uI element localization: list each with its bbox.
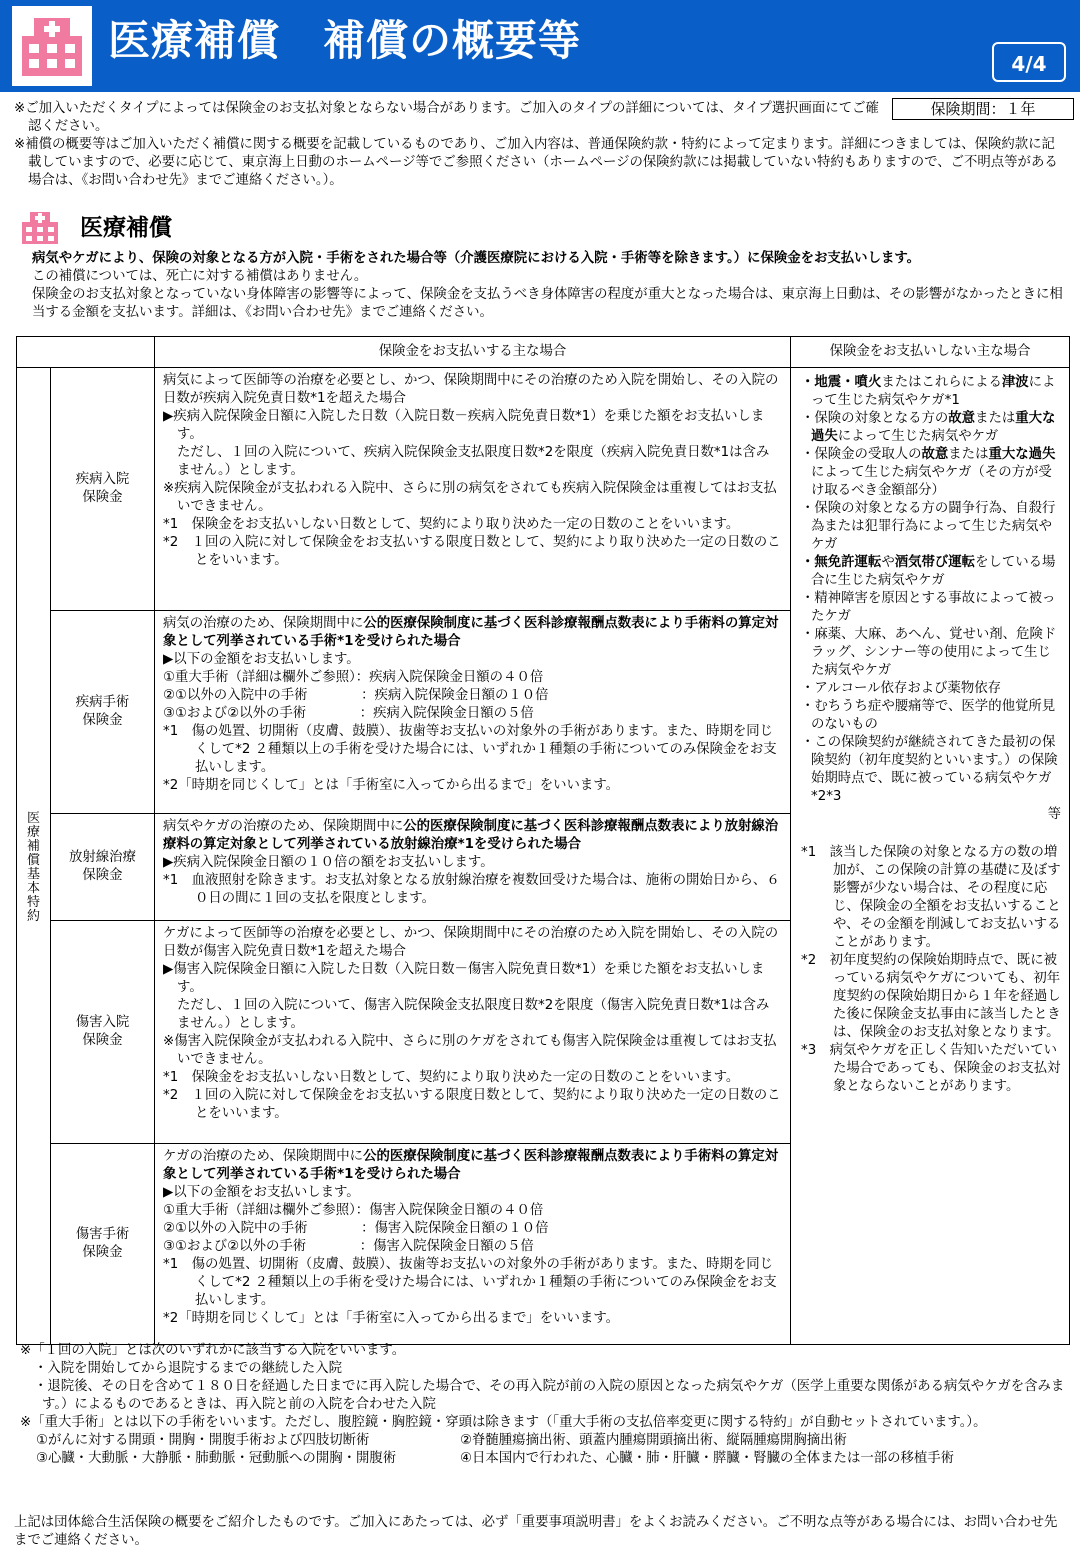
exclusion-bold-text: 津波 <box>1001 375 1029 390</box>
exclusion-text: ・アルコール依存および薬物依存 <box>801 681 1002 696</box>
desc-text: *1 傷の処置、切開術（皮膚、鼓膜）、抜歯等お支払いの対象外の手術があります。また、時期を同じくして*2 ２種類以上の手術を受けた場合には、いずれか１種類の手術についてのみ保険金をお支払いします。 <box>163 724 777 775</box>
row-name-line: 保険金 <box>82 1033 123 1048</box>
surgery-item: ②脊髄腫瘍摘出術、頭蓋内腫瘍開頭摘出術、縦隔腫瘍開胸摘出術 <box>460 1433 847 1448</box>
group-label: 医療補償基本特約 <box>26 811 40 924</box>
exclusion-text: によって生じた病気やケガ <box>837 429 999 444</box>
desc-text: *1 血液照射を除きます。お支払対象となる放射線治療を複数回受けた場合は、施術の開始日から、６０日の間に１回の支払を限度とします。 <box>163 873 780 906</box>
desc-line <box>163 1148 782 1184</box>
desc-line <box>163 1220 782 1238</box>
desc-text: *1 傷の処置、切開術（皮膚、鼓膜）、抜歯等お支払いの対象外の手術があります。また、時期を同じくして*2 ２種類以上の手術を受けた場合には、いずれか１種類の手術についてのみ保険金をお支払いします。 <box>163 1257 777 1308</box>
exclusion-bold-text: 故意 <box>948 411 976 426</box>
footer-note: 上記は団体総合生活保険の概要をご紹介したものです。ご加入にあたっては、必ず「重要事項説明書」をよくお読みください。ご不明な点等がある場合には、お問い合わせ先までご連絡ください。 <box>14 1515 1058 1548</box>
exclusion-text: や <box>881 555 895 570</box>
hospital-icon <box>12 6 92 86</box>
surgery-item: ①がんに対する開頭・開胸・開腹手術および四肢切断術 <box>36 1433 370 1448</box>
desc-line <box>163 872 782 908</box>
exclusion-item <box>801 590 1061 626</box>
desc-text: ▶疾病入院保険金日額に入院した日数（入院日数－疾病入院免責日数*1）を乗じた額をお支払いします。 <box>163 409 765 442</box>
desc-text: *2「時期を同じくして」とは「手術室に入ってから出るまで」をいいます。 <box>163 1311 620 1326</box>
row-desc <box>155 368 791 611</box>
top-notes <box>14 100 1064 190</box>
exclusion-item <box>801 698 1061 734</box>
group-label-cell <box>17 368 51 1345</box>
exclusion-text: によって生じた病気やケガ*1 <box>811 375 1056 408</box>
desc-text: ただし、１回の入院について、傷害入院保険金支払限度日数*2を限度（傷害入院免責日数*1は含みません。）とします。 <box>177 998 770 1031</box>
coverage-table <box>16 336 1070 1345</box>
desc-line <box>163 1184 782 1202</box>
desc-line <box>163 408 782 444</box>
col-header-pay: 保険金をお支払いする主な場合 <box>155 337 791 368</box>
desc-line <box>163 669 782 687</box>
row-name-line: 傷害手術 <box>75 1227 130 1242</box>
exclusion-text: ・精神障害を原因とする事故によって被ったケガ <box>801 591 1056 624</box>
desc-text: ※傷害入院保険金が支払われる入院中、さらに別のケガをされても傷害入院保険金は重複してはお支払いできません。 <box>163 1034 777 1067</box>
surgery-item: ③心臓・大動脈・大静脈・肺動脈・冠動脈への開胸・開腹術 <box>36 1451 397 1466</box>
desc-line <box>163 854 782 872</box>
desc-line <box>163 651 782 669</box>
row-name-illness-hospitalization <box>51 368 155 611</box>
desc-text: ▶以下の金額をお支払いします。 <box>163 652 360 667</box>
note-item: ※補償の概要等はご加入いただく補償に関する概要を記載しているものであり、ご加入内容は、普通保険約款・特約によって定まります。詳細につきましては、保険約款に記載していますので、必要に応じて、東京海上日動のホームページ等でご参照ください（ホームページの保険約款には掲載していない特約もありますので、ご不明点等がある場合は、《お問い合わせ先》までご連絡ください。）。 <box>14 137 1058 188</box>
exclusion-item <box>801 734 1061 806</box>
desc-line <box>163 777 782 795</box>
desc-line <box>163 723 782 777</box>
desc-line <box>163 1033 782 1069</box>
row-name-line: 疾病手術 <box>75 695 130 710</box>
exclusion-bold-text: 重大な過失 <box>988 447 1056 462</box>
desc-line <box>163 534 782 570</box>
desc-line <box>163 1087 782 1123</box>
exclusion-footnote: *1 該当した保険の対象となる方の数の増加が、この保険の計算の基礎に及ぼす影響が少ない場合は、その程度に応じ、保険金の全額をお支払いすることや、その金額を削減してお支払いすることがあります。 <box>801 845 1061 950</box>
desc-line <box>163 687 782 705</box>
surgery-list <box>20 1450 1070 1468</box>
exclusion-item <box>801 500 1061 554</box>
exclusion-item <box>801 374 1061 410</box>
desc-line <box>163 1202 782 1220</box>
desc-text: *2「時期を同じくして」とは「手術室に入ってから出るまで」をいいます。 <box>163 778 620 793</box>
exclusion-text: または <box>948 447 989 462</box>
desc-text: ※疾病入院保険金が支払われる入院中、さらに別の病気をされても疾病入院保険金は重複してはお支払いできません。 <box>163 481 777 514</box>
row-name-illness-surgery <box>51 611 155 814</box>
desc-text: ケガによって医師等の治療を必要とし、かつ、保険期間中にその治療のため入院を開始し、その入院の日数が傷害入院免責日数*1を超えた場合 <box>163 926 779 959</box>
row-name-line: 保険金 <box>82 490 123 505</box>
section-intro <box>32 250 1072 322</box>
exclusion-footnote: *3 病気やケガを正しく告知いただいていた場合であっても、保険金のお支払対象とならないことがあります。 <box>801 1043 1061 1094</box>
page-header <box>0 0 1080 92</box>
desc-line <box>163 1310 782 1328</box>
note-item: ※ご加入いただくタイプによっては保険金のお支払対象とならない場合があります。ご加入のタイプの詳細については、タイプ選択画面にてご確認ください。 <box>14 101 879 134</box>
desc-line <box>163 1069 782 1087</box>
desc-text: ③①および②以外の手術 ：疾病入院保険金日額の５倍 <box>163 706 534 721</box>
exclusion-text: または <box>975 411 1016 426</box>
exclusion-bold-text: 酒気帯び運転 <box>894 555 976 570</box>
desc-line <box>163 818 782 854</box>
row-name-radiation <box>51 814 155 921</box>
section-line: 保険金のお支払対象となっていない身体障害の影響等によって、保険金を支払うべき身体障害の程度が重大となった場合は、東京海上日動は、その影響がなかったときに相当する金額を支払います。詳細は、《お問い合わせ先》までご連絡ください。 <box>32 287 1063 320</box>
page-title: 医療補償 補償の概要等 <box>108 16 582 65</box>
section-lead: 病気やケガにより、保険の対象となる方が入院・手術をされた場合等（介護医療院における入院・手術等を除きます。）に保険金をお支払いします。 <box>32 251 921 266</box>
row-name-line: 保険金 <box>82 713 123 728</box>
desc-text: ②①以外の入院中の手術 ：傷害入院保険金日額の１０倍 <box>163 1221 549 1236</box>
desc-line <box>163 516 782 534</box>
exclusion-text: をしている場合に生じた病気やケガ <box>811 555 1056 588</box>
bottom-notes <box>20 1342 1070 1468</box>
row-desc <box>155 814 791 921</box>
note-one-hospitalization: ※「１回の入院」とは次のいずれかに該当する入院をいいます。 <box>20 1343 406 1358</box>
table-header-blank <box>17 337 155 368</box>
exclusion-text: ・この保険契約が継続されてきた最初の保険契約（初年度契約といいます。）の保険始期時点で、既に被っている病気やケガ*2*3 <box>801 735 1058 804</box>
desc-text: ②①以外の入院中の手術 ：疾病入院保険金日額の１０倍 <box>163 688 549 703</box>
desc-line <box>163 1238 782 1256</box>
desc-text: 病気によって医師等の治療を必要とし、かつ、保険期間中にその治療のため入院を開始し、その入院の日数が疾病入院免責日数*1を超えた場合 <box>163 373 779 406</box>
desc-text: ①重大手術（詳細は欄外ご参照）：疾病入院保険金日額の４０倍 <box>163 670 544 685</box>
desc-line <box>163 480 782 516</box>
desc-text: ただし、１回の入院について、疾病入院保険金支払限度日数*2を限度（疾病入院免責日数*1は含みません。）とします。 <box>177 445 770 478</box>
desc-text: ▶疾病入院保険金日額の１０倍の額をお支払いします。 <box>163 855 494 870</box>
exclusion-text: ・保険金の受取人の <box>801 447 922 462</box>
exclusion-item <box>801 626 1061 680</box>
exclusion-bold-text: 重大な過失 <box>811 411 1056 444</box>
desc-bold-text: 公的医療保険制度に基づく医科診療報酬点数表により手術料の算定対象として列挙されている手術*1を受けられた場合 <box>163 616 779 649</box>
exclusion-text: またはこれらによる <box>881 375 1002 390</box>
note-major-surgery: ※「重大手術」とは以下の手術をいいます。ただし、腹腔鏡・胸腔鏡・穿頭は除きます（「重大手術の支払倍率変更に関する特約」が自動セットされています。）。 <box>20 1415 987 1430</box>
surgery-item: ④日本国内で行われた、心臓・肺・肝臓・膵臓・腎臓の全体または一部の移植手術 <box>460 1451 955 1466</box>
desc-text: ケガの治療のため、保険期間中に <box>163 1149 364 1164</box>
exclusion-bold-text: ・無免許運転 <box>801 555 882 570</box>
desc-text: ③①および②以外の手術 ：傷害入院保険金日額の５倍 <box>163 1239 534 1254</box>
desc-line <box>163 705 782 723</box>
surgery-list <box>20 1432 1070 1450</box>
exclusion-item <box>801 554 1061 590</box>
section-line: この補償については、死亡に対する補償はありません。 <box>32 269 368 284</box>
row-name-line: 保険金 <box>82 1245 123 1260</box>
row-name-line: 疾病入院 <box>75 472 130 487</box>
exclusion-item <box>801 446 1061 500</box>
desc-text: *1 保険金をお支払いしない日数として、契約により取り決めた一定の日数のことをいいます。 <box>163 1070 740 1085</box>
row-desc <box>155 921 791 1144</box>
desc-line <box>163 444 782 480</box>
desc-bold-text: 公的医療保険制度に基づく医科診療報酬点数表により放射線治療料の算定対象として列挙されている放射線治療*1を受けられた場合 <box>163 819 779 852</box>
desc-bold-text: 公的医療保険制度に基づく医科診療報酬点数表により手術料の算定対象として列挙されている手術*1を受けられた場合 <box>163 1149 779 1182</box>
desc-text: *2 １回の入院に対して保険金をお支払いする限度日数として、契約により取り決めた一定の日数のことをいいます。 <box>163 535 781 568</box>
row-name-line: 保険金 <box>82 868 123 883</box>
exclusion-etc: 等 <box>1047 807 1061 822</box>
desc-line <box>163 925 782 961</box>
exclusion-text: ・保険の対象となる方の闘争行為、自殺行為または犯罪行為によって生じた病気やケガ <box>801 501 1056 552</box>
row-name-injury-surgery <box>51 1144 155 1345</box>
desc-line <box>163 997 782 1033</box>
row-name-injury-hospitalization <box>51 921 155 1144</box>
note-sub-item: ・入院を開始してから退院するまでの継続した入院 <box>34 1361 342 1376</box>
note-sub-item: ・退院後、その日を含めて１８０日を経過した日までに再入院した場合で、その再入院が前の入院の原因となった病気やケガ（医学上重要な関係がある病気やケガを含みます。）によるものであるときは、再入院と前の入院を合わせた入院 <box>34 1379 1065 1412</box>
desc-line <box>163 1256 782 1310</box>
exclusion-text: ・麻薬、大麻、あへん、覚せい剤、危険ドラッグ、シンナー等の使用によって生じた病気やケガ <box>801 627 1057 678</box>
exclusion-item <box>801 410 1061 446</box>
desc-text: ▶以下の金額をお支払いします。 <box>163 1185 360 1200</box>
desc-text: 病気の治療のため、保険期間中に <box>163 616 364 631</box>
exclusion-bold-text: 故意 <box>921 447 949 462</box>
row-desc <box>155 1144 791 1345</box>
exclusion-footnote: *2 初年度契約の保険始期時点で、既に被っている病気やケガについても、初年度契約の保険始期日から１年を経過した後に保険金支払事由に該当したときは、保険金のお支払対象となります。 <box>801 953 1061 1040</box>
page-number: 4/4 <box>992 42 1066 82</box>
section-title: 医療補償 <box>80 215 172 241</box>
col-header-nopay: 保険金をお支払いしない主な場合 <box>791 337 1070 368</box>
exclusion-bold-text: ・地震・噴火 <box>801 375 882 390</box>
desc-text: ①重大手術（詳細は欄外ご参照）：傷害入院保険金日額の４０倍 <box>163 1203 544 1218</box>
hospital-icon <box>18 210 62 246</box>
exclusion-text: ・むちうち症や腰痛等で、医学的他覚所見のないもの <box>801 699 1056 732</box>
desc-text: 病気やケガの治療のため、保険期間中に <box>163 819 404 834</box>
exclusion-text: によって生じた病気やケガ（その方が受け取るべき金額部分） <box>811 465 1052 498</box>
exclusion-text: ・保険の対象となる方の <box>801 411 949 426</box>
desc-text: ▶傷害入院保険金日額に入院した日数（入院日数－傷害入院免責日数*1）を乗じた額をお支払いします。 <box>163 962 765 995</box>
desc-text: *2 １回の入院に対して保険金をお支払いする限度日数として、契約により取り決めた一定の日数のことをいいます。 <box>163 1088 781 1121</box>
row-desc <box>155 611 791 814</box>
exclusions-cell <box>791 368 1070 1345</box>
row-name-line: 傷害入院 <box>75 1015 130 1030</box>
exclusion-item <box>801 680 1061 698</box>
row-name-line: 放射線治療 <box>69 850 136 865</box>
desc-text: *1 保険金をお支払いしない日数として、契約により取り決めた一定の日数のことをいいます。 <box>163 517 740 532</box>
desc-line <box>163 372 782 408</box>
desc-line <box>163 615 782 651</box>
desc-line <box>163 961 782 997</box>
insurance-period-badge: 保険期間：１年 <box>892 98 1074 120</box>
